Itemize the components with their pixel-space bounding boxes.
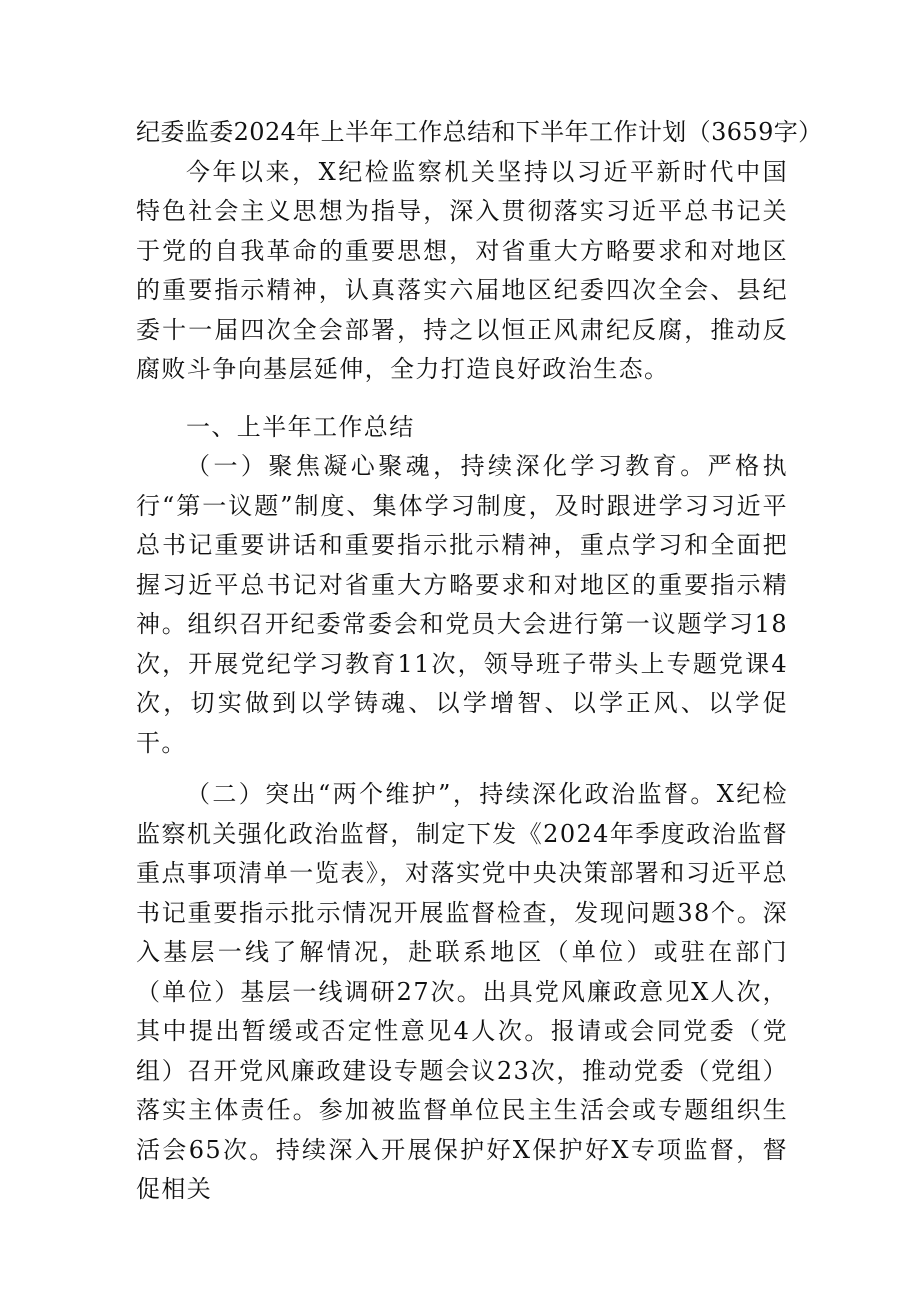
section-heading: 一、上半年工作总结 (186, 412, 415, 441)
spacer (136, 763, 788, 775)
spacer (136, 390, 788, 408)
intro-paragraph: 今年以来，X纪检监察机关坚持以习近平新时代中国特色社会主义思想为指导，深入贯彻落实习近平总书记关于党的自我革命的重要思想，对省重大方略要求和对地区的重要指示精神，认真落实六届地区纪委四次全会、县纪委十一届四次全会部署，持之以恒正风肃纪反腐，推动反腐败斗争向基层延伸，全力打造良好政治生态。 (136, 157, 788, 383)
document-title: 纪委监委2024年上半年工作总结和下半年工作计划（3659字） (136, 118, 823, 146)
item-2-paragraph: （二）突出“两个维护”，持续深化政治监督。X纪检监察机关强化政治监督，制定下发《2024年季度政治监督重点事项清单一览表》，对落实党中央决策部署和习近平总书记重要指示批示情况开展监督检查，发现问题38个。深入基层一线了解情况，赴联系地区（单位）或驻在部门（单位）基层一线调研27次。出具党风廉政意见X人次，其中提出暂缓或否定性意见4人次。报请或会同党委（党组）召开党风廉政建设专题会议23次，推动党委（党组）落实主体责任。参加被监督单位民主生活会或专题组织生活会65次。持续深入开展保护好X保护好X专项监督，督促相关 (136, 780, 788, 1203)
document-body (136, 113, 823, 1210)
item-1-paragraph: （一）聚焦凝心聚魂，持续深化学习教育。严格执行“第一议题”制度、集体学习制度，及时跟进学习习近平总书记重要讲话和重要指示批示精神，重点学习和全面把握习近平总书记对省重大方略要求和对地区的重要指示精神。组织召开纪委常委会和党员大会进行第一议题学习18次，开展党纪学习教育11次，领导班子带头上专题党课4次，切实做到以学铸魂、以学增智、以学正风、以学促干。 (136, 452, 788, 757)
